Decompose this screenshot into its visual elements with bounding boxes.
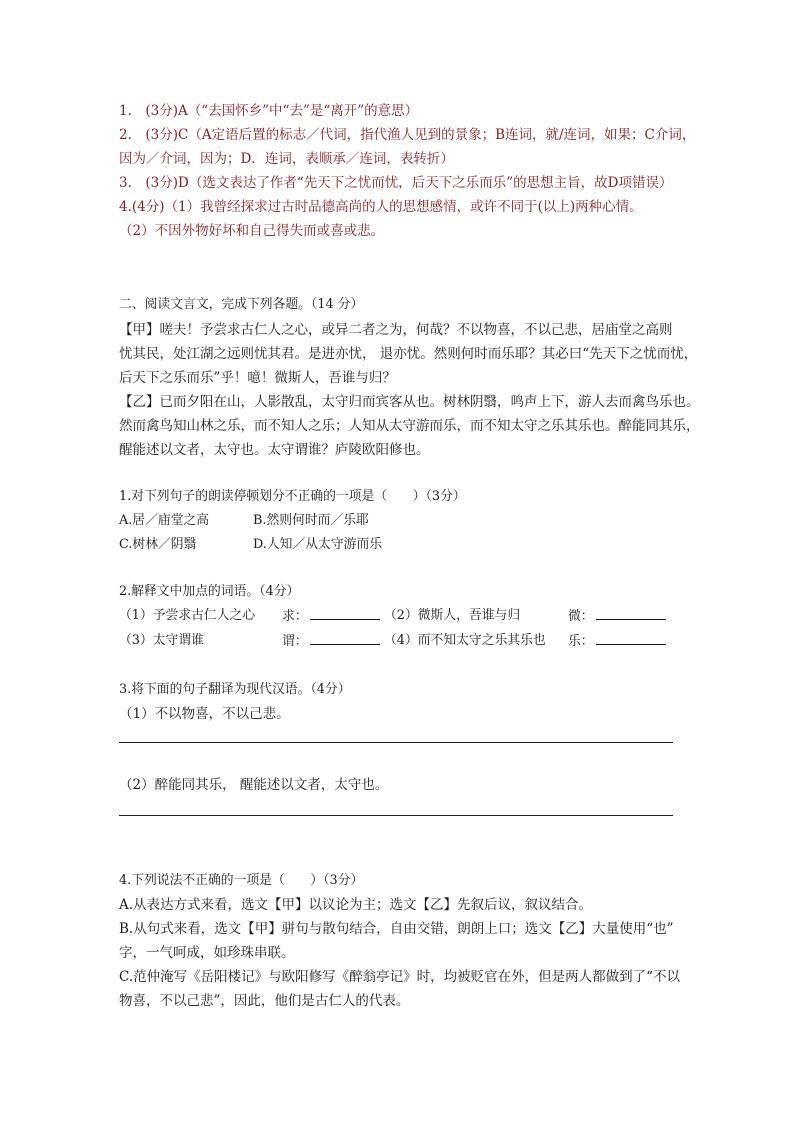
passage-yi-line: 醒能述以文者，太守也。太守谓谁？庐陵欧阳修也。 [119,442,430,458]
q1-option-c: C.树林／阴翳 [119,537,197,552]
q2-item-4: （4）而不知太守之乐其乐也 [384,633,546,648]
q4-option-c: C.范仲淹写《岳阳楼记》与欧阳修写《醉翁亭记》时，均被贬官在外，但是两人都做到了“不以 [119,969,681,985]
q2-item-1: （1）予尝求古仁人之心 [119,608,256,623]
q2-item-3: （3）太守谓谁 [119,633,204,648]
question-3-stem: 3.将下面的句子翻译为现代汉语。（4分） [119,682,351,697]
answer-2: 2. (3分)C（A定语后置的标志／代词，指代渔人见到的景象；B连词，就/连词，如果；C介词， [119,127,696,143]
answer-blank[interactable] [596,631,666,645]
answer-line-2[interactable] [119,815,673,816]
q1-option-b: B.然则何时而／乐耶 [253,513,369,528]
answer-blank[interactable] [596,606,666,620]
section-heading: 二、阅读文言文，完成下列各题。（14 分） [119,297,364,312]
q4-option-b: B.从句式来看，选文【甲】骈句与散句结合，自由交错，朗朗上口；选文【乙】大量使用“也” [119,921,674,937]
answer-line-1[interactable] [119,742,673,743]
passage-jia-line: 后天下之乐而乐”乎！噫！微斯人，吾谁与归？ [119,370,396,386]
answer-3: 3. (3分)D（选文表达了作者“先天下之忧而忧，后天下之乐而乐”的思想主旨，故D项错误） [119,175,673,191]
q2-blank-2 [568,606,670,627]
answer-4: 4.(4分)（1）我曾经探求过古时品德高尚的人的思想感情，或许不同于(以上)两种心情。 [119,199,643,215]
passage-jia-line: 忧其民，处江湖之远则忧其君。是进亦忧， 退亦忧。然则何时而乐耶？其必曰“先天下之忧而忧， [119,346,698,362]
q2-blank-4 [568,631,670,652]
question-2-stem: 2.解释文中加点的词语。（4分） [119,584,300,599]
q4-option-b-cont: 字，一气呵成，如珍珠串联。 [119,945,295,961]
q1-option-a: A.居／庙堂之高 [119,513,210,528]
q2-label-3: 谓： [282,634,308,649]
answer-1: 1. (3分)A（“去国怀乡”中“去”是“离开”的意思） [119,103,419,119]
q1-option-d: D.人知／从太守游而乐 [253,537,383,552]
q3-sentence-1: （1）不以物喜，不以己悲。 [119,706,290,722]
q4-option-c-cont: 物喜，不以己悲”，因此，他们是古仁人的代表。 [119,993,410,1009]
question-4-stem: 4.下列说法不正确的一项是（ ）（3分） [119,873,364,888]
answer-blank[interactable] [310,606,380,620]
answer-2-cont: 因为／介词，因为；D．连词，表顺承／连词，表转折） [119,151,454,167]
answer-blank[interactable] [310,631,380,645]
q2-label-2: 微： [568,609,594,624]
passage-yi-line: 【乙】已而夕阳在山，人影散乱，太守归而宾客从也。树林阴翳，鸣声上下，游人去而禽鸟乐也。 [119,394,700,410]
passage-jia-line: 【甲】嗟夫！予尝求古仁人之心，或异二者之为，何哉？不以物喜，不以己悲，居庙堂之高则 [119,322,673,338]
q2-item-2: （2）微斯人，吾谁与归 [384,608,521,623]
q3-sentence-2: （2）醉能同其乐， 醒能述以文者，太守也。 [119,777,389,793]
q2-label-1: 求： [282,609,308,624]
q2-blank-1 [282,606,384,627]
q2-blank-3 [282,631,384,652]
passage-yi-line: 然而禽鸟知山林之乐，而不知人之乐；人知从太守游而乐，而不知太守之乐其乐也。醉能同其乐， [119,418,700,434]
answer-4-part2: （2）不因外物好坏和自己得失而或喜或悲。 [119,223,385,239]
q2-label-4: 乐： [568,634,594,649]
q4-option-a: A.从表达方式来看，选文【甲】以议论为主；选文【乙】先叙后议，叙议结合。 [119,897,593,913]
question-1-stem: 1.对下列句子的朗读停顿划分不正确的一项是（ ）（3分） [119,489,466,504]
